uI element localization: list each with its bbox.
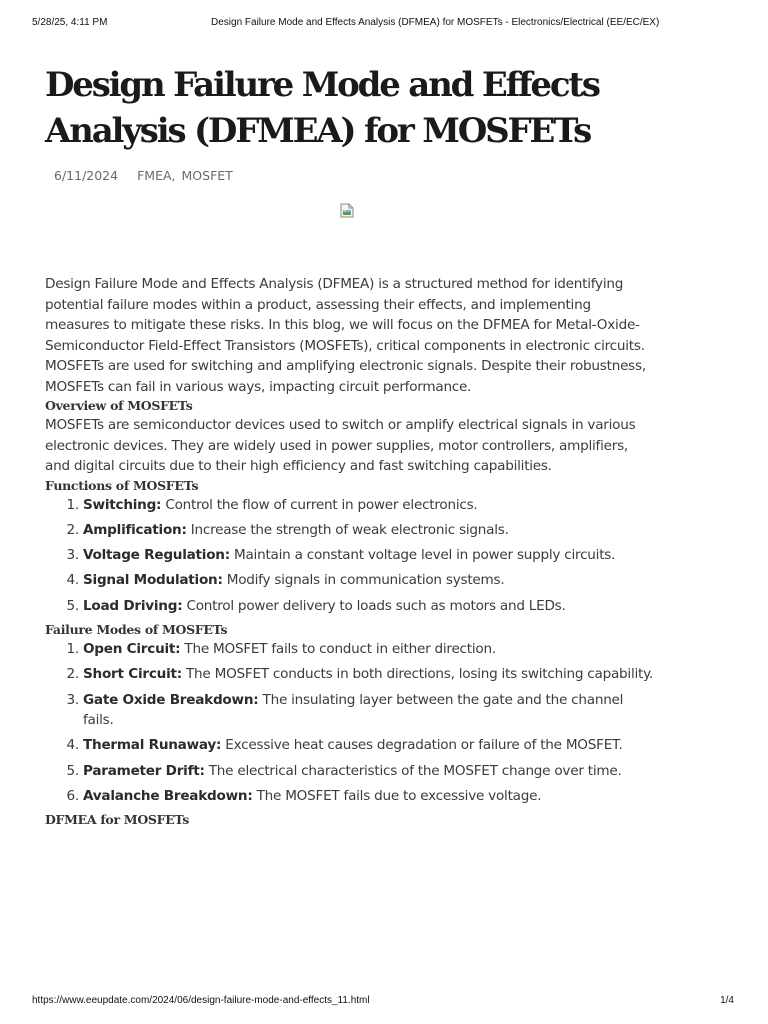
dfmea-heading: DFMEA for MOSFETs [45,812,190,828]
list-item [83,570,655,591]
post-meta [54,166,655,184]
list-item-term: Switching: [83,496,162,513]
list-item-desc: The electrical characteristics of the MOSFET change over time. [204,762,622,779]
list-item-desc: Modify signals in communication systems. [222,572,505,589]
list-item [83,735,655,756]
hero-image [45,184,655,274]
list-item [83,545,655,566]
list-item [83,639,655,660]
broken-image-icon [340,203,354,218]
article [45,62,655,829]
list-item [83,786,655,807]
tag-link-fmea[interactable]: FMEA [137,167,172,183]
list-item-desc: The MOSFET conducts in both directions, losing its switching capability. [181,666,654,683]
list-item-desc: Increase the strength of weak electronic signals. [186,521,509,538]
print-doc-title: Design Failure Mode and Effects Analysis (DFMEA) for MOSFETs - Electronics/Electrical (EE/EC/EX) [211,17,660,28]
list-item [83,596,655,617]
failure-modes-heading: Failure Modes of MOSFETs [45,621,228,637]
list-item-term: Parameter Drift: [83,762,205,779]
list-item [83,495,655,516]
list-item-term: Gate Oxide Breakdown: [83,691,259,708]
list-item-desc: Maintain a constant voltage level in power supply circuits. [229,547,616,564]
list-item-desc: The insulating layer between the gate and the channel fails. [83,691,624,729]
list-item-desc: Excessive heat causes degradation or failure of the MOSFET. [221,737,623,754]
list-item-term: Load Driving: [83,597,183,614]
print-url: https://www.eeupdate.com/2024/06/design-failure-mode-and-effects_11.html [32,995,370,1006]
post-date: 6/11/2024 [54,167,119,183]
list-item-term: Open Circuit: [83,640,181,657]
list-item-term: Thermal Runaway: [83,737,222,754]
list-item-term: Voltage Regulation: [83,547,230,564]
list-item [83,664,655,685]
print-datetime: 5/28/25, 4:11 PM [32,17,108,28]
list-item-desc: Control power delivery to loads such as motors and LEDs. [182,597,566,614]
functions-list [45,495,655,617]
list-item-desc: The MOSFET fails due to excessive voltage. [252,787,542,804]
tag-link-mosfet[interactable]: MOSFET [181,167,233,183]
overview-paragraph: MOSFETs are semiconductor devices used to switch or amplify electrical signals in various electronic devices. They are widely used in power supplies, motor controllers, amplifiers, and digital circuits due to their high efficiency and fast switching capabilities. [45,417,636,474]
list-item-term: Avalanche Breakdown: [83,787,253,804]
failure-modes-list [45,639,655,806]
print-header [32,17,736,31]
list-item [83,761,655,782]
post-title: Design Failure Mode and Effects Analysis (DFMEA) for MOSFETs [45,65,599,151]
print-page-number: 1/4 [720,995,734,1006]
print-footer [32,995,736,1009]
intro-paragraph: Design Failure Mode and Effects Analysis (DFMEA) is a structured method for identifying potential failure modes within a product, assessing their effects, and implementing measures to mitigate these risks. In this blog, we will focus on the DFMEA for Metal-Oxide-Semiconductor Field-Effect Transistors (MOSFETs), critical components in electronic circuits. MOSFETs are used for switching and amplifying electronic signals. Despite their robustness, MOSFETs can fail in various ways, impacting circuit performance. [45,276,646,395]
list-item-term: Amplification: [83,521,187,538]
list-item-desc: Control the flow of current in power electronics. [161,496,478,513]
list-item-term: Short Circuit: [83,666,182,683]
tag-separator: , [171,167,176,183]
list-item [83,520,655,541]
functions-heading: Functions of MOSFETs [45,477,199,493]
list-item-desc: The MOSFET fails to conduct in either direction. [180,640,496,657]
list-item-term: Signal Modulation: [83,572,223,589]
overview-heading: Overview of MOSFETs [45,398,193,413]
list-item [83,690,655,731]
